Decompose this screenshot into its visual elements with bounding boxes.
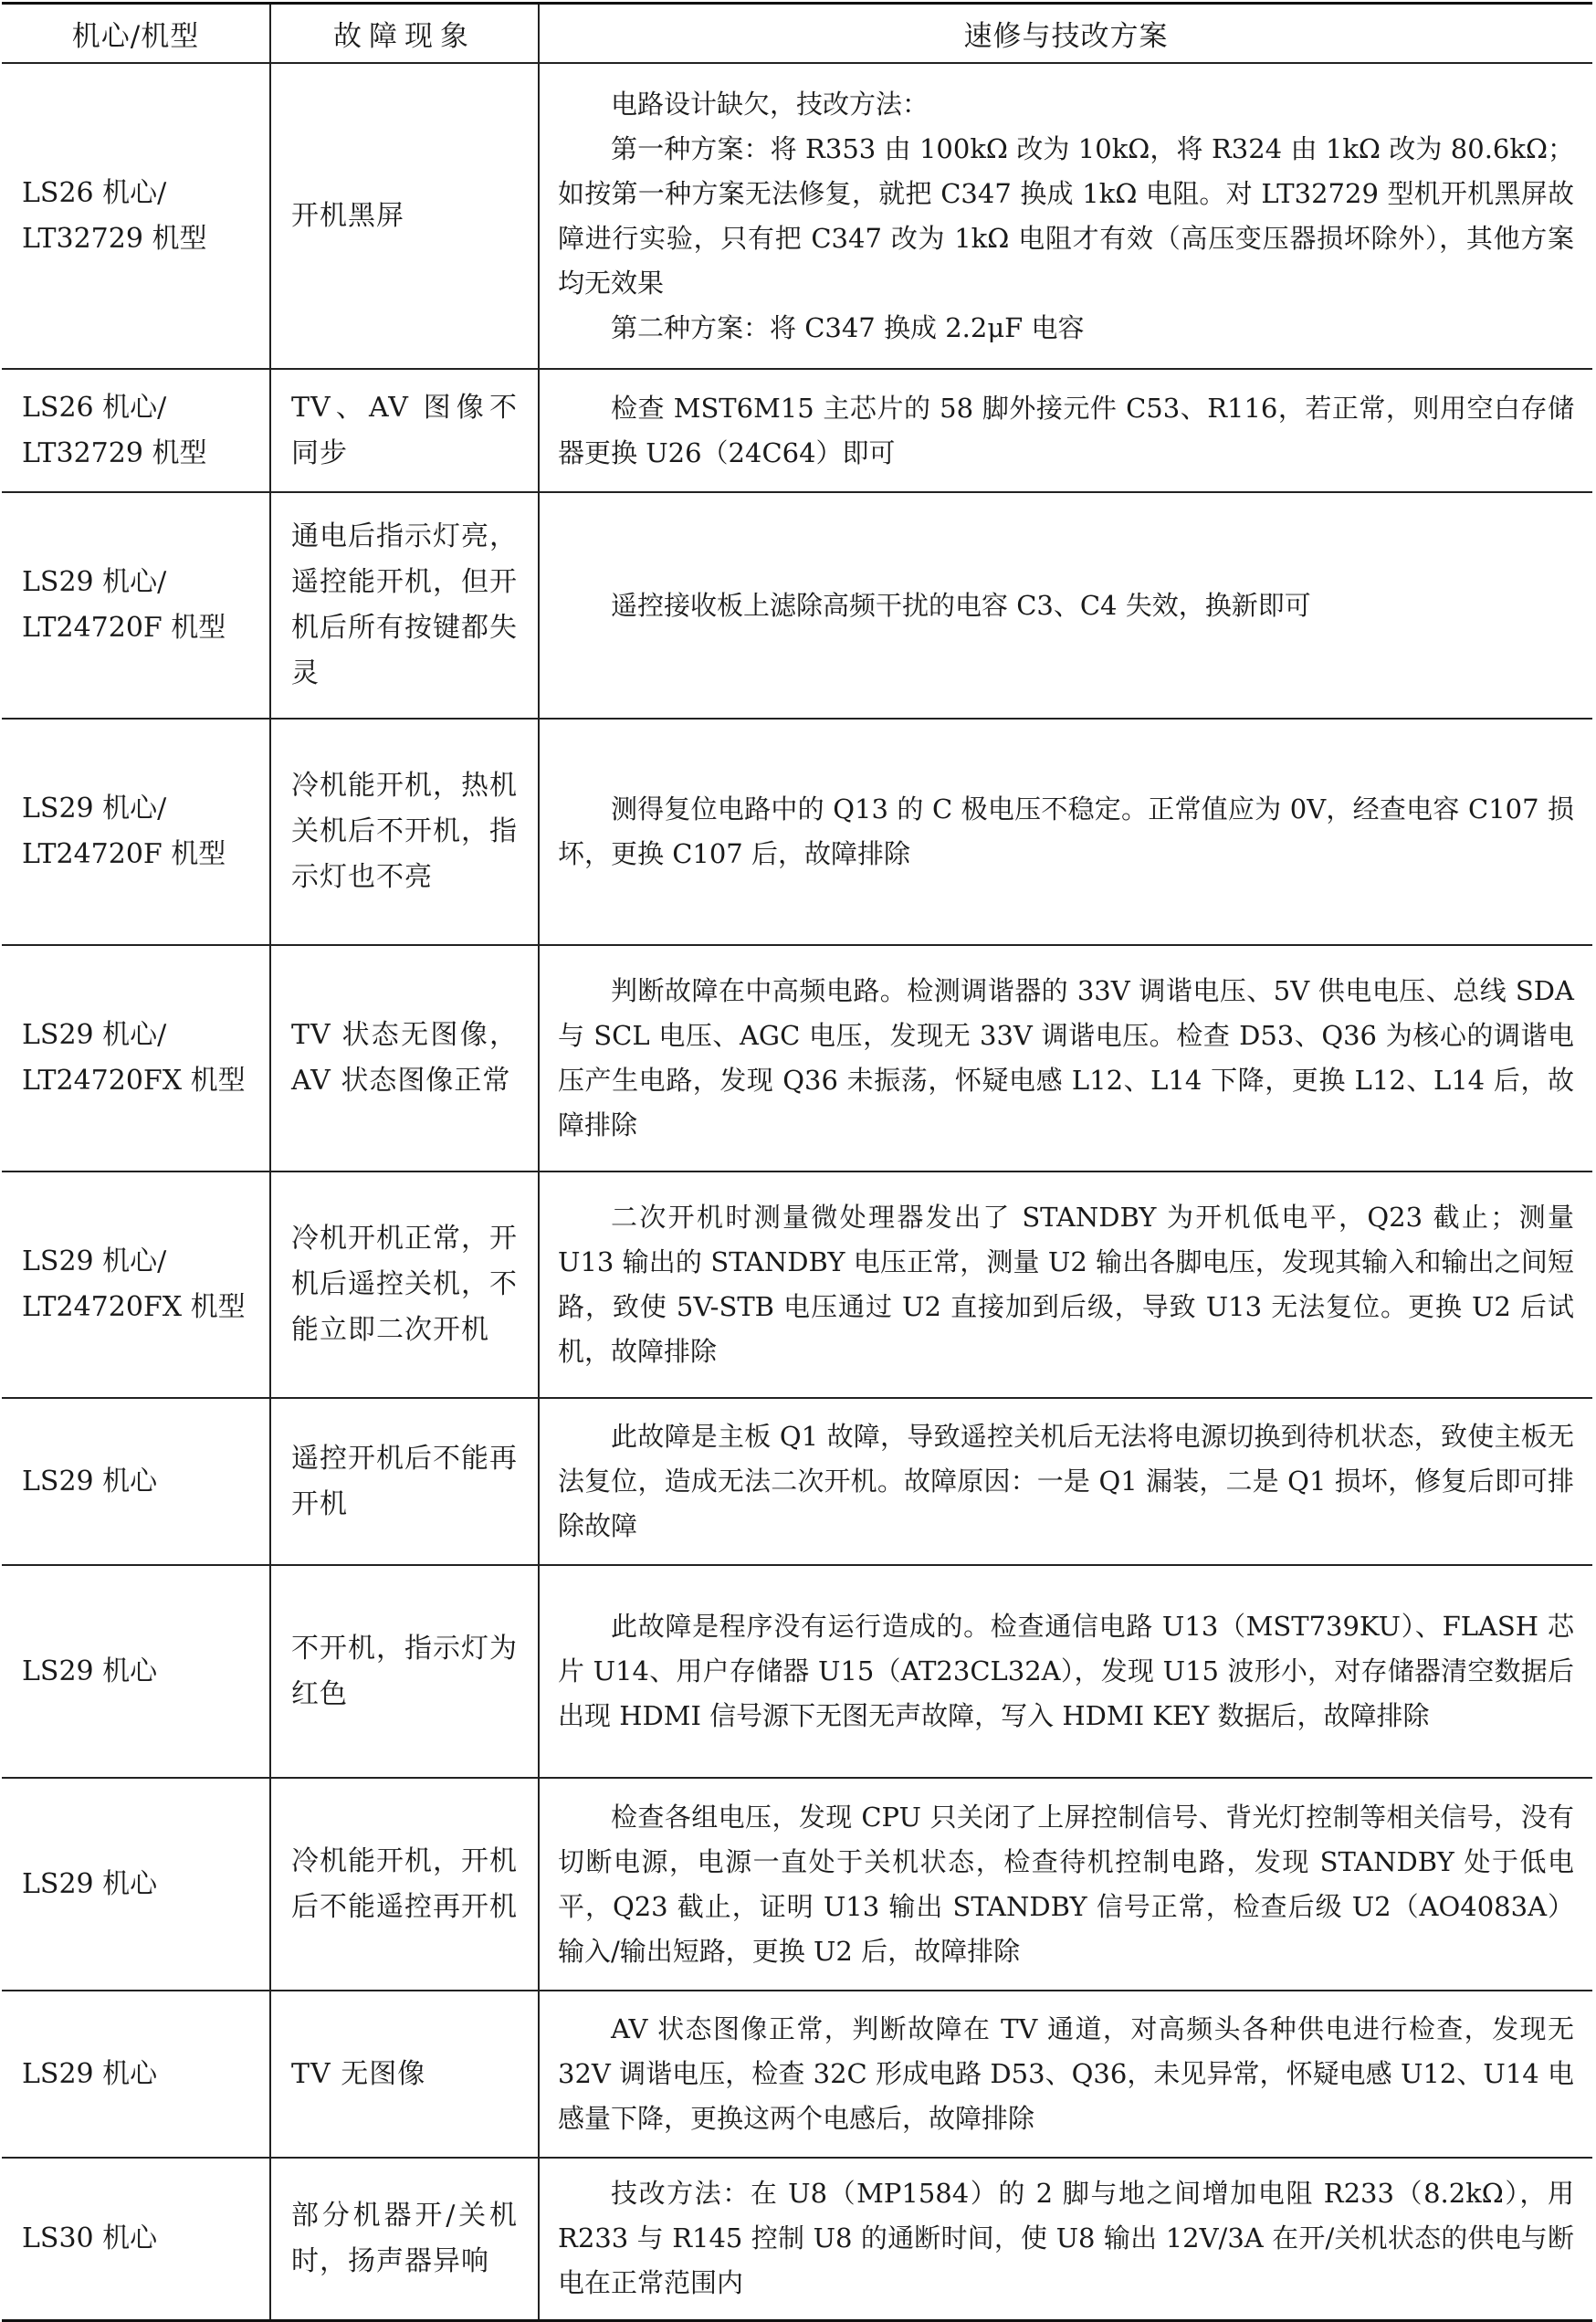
solution-line: 二次开机时测量微处理器发出了 STANDBY 为开机低电平，Q23 截止；测量 U13 输出的 STANDBY 电压正常，测量 U2 输出各脚电压，发现其输入和输出之间短路，致使 5V-STB 电压通过 U2 直接加到后级，导致 U13 无法复位。更换 U2 后试机，故障排除 bbox=[558, 1202, 1574, 1367]
phenomenon-cell: TV、AV 图像不同步 bbox=[270, 369, 539, 492]
model-cell: LS29 机心/ LT24720FX 机型 bbox=[2, 1172, 270, 1398]
phenomenon-cell: 冷机能开机，热机关机后不开机，指示灯也不亮 bbox=[270, 719, 539, 945]
solution-line: 第二种方案：将 C347 换成 2.2μF 电容 bbox=[611, 311, 1085, 343]
model-cell: LS29 机心/ LT24720F 机型 bbox=[2, 719, 270, 945]
table-row bbox=[2, 1991, 1592, 2158]
solution-cell bbox=[539, 1398, 1592, 1565]
phenomenon-cell: 冷机开机正常，开机后遥控关机，不能立即二次开机 bbox=[270, 1172, 539, 1398]
phenomenon-cell: 遥控开机后不能再开机 bbox=[270, 1398, 539, 1565]
header-solution: 速修与技改方案 bbox=[539, 4, 1592, 64]
header-model: 机心/机型 bbox=[2, 4, 270, 64]
table-row bbox=[2, 63, 1592, 369]
solution-line: 遥控接收板上滤除高频干扰的电容 C3、C4 失效，换新即可 bbox=[611, 589, 1311, 621]
header-row bbox=[2, 4, 1592, 64]
table-row bbox=[2, 719, 1592, 945]
solution-line: AV 状态图像正常，判断故障在 TV 通道，对高频头各种供电进行检查，发现无 32V 调谐电压，检查 32C 形成电路 D53、Q36，未见异常，怀疑电感 U12、U14 电感量下降，更换这两个电感后，故障排除 bbox=[558, 2013, 1574, 2134]
table-row bbox=[2, 2158, 1592, 2320]
solution-cell bbox=[539, 2158, 1592, 2320]
table-row bbox=[2, 369, 1592, 492]
solution-line: 检查 MST6M15 主芯片的 58 脚外接元件 C53、R116，若正常，则用空白存储器更换 U26（24C64）即可 bbox=[558, 392, 1574, 468]
table-row bbox=[2, 492, 1592, 719]
phenomenon-cell: 不开机，指示灯为红色 bbox=[270, 1565, 539, 1778]
phenomenon-cell: 开机黑屏 bbox=[270, 63, 539, 369]
model-cell: LS26 机心/ LT32729 机型 bbox=[2, 369, 270, 492]
model-cell: LS29 机心 bbox=[2, 1991, 270, 2158]
repair-table bbox=[2, 2, 1592, 2322]
solution-cell bbox=[539, 1991, 1592, 2158]
solution-line: 检查各组电压，发现 CPU 只关闭了上屏控制信号、背光灯控制等相关信号，没有切断电源，电源一直处于关机状态，检查待机控制电路，发现 STANDBY 处于低电平，Q23 截止，证明 U13 输出 STANDBY 信号正常，检查后级 U2（AO4083A）输入/输出短路，更换 U2 后，故障排除 bbox=[558, 1801, 1574, 1967]
solution-cell bbox=[539, 1778, 1592, 1991]
model-cell: LS30 机心 bbox=[2, 2158, 270, 2320]
phenomenon-cell: 通电后指示灯亮，遥控能开机，但开机后所有按键都失灵 bbox=[270, 492, 539, 719]
model-cell: LS29 机心/ LT24720F 机型 bbox=[2, 492, 270, 719]
table-row bbox=[2, 1565, 1592, 1778]
solution-cell bbox=[539, 719, 1592, 945]
model-cell: LS26 机心/ LT32729 机型 bbox=[2, 63, 270, 369]
solution-cell bbox=[539, 492, 1592, 719]
solution-cell bbox=[539, 1565, 1592, 1778]
solution-line: 此故障是主板 Q1 故障，导致遥控关机后无法将电源切换到待机状态，致使主板无法复位，造成无法二次开机。故障原因：一是 Q1 漏装，二是 Q1 损坏，修复后即可排除故障 bbox=[558, 1421, 1574, 1541]
solution-line: 技改方法：在 U8（MP1584）的 2 脚与地之间增加电阻 R233（8.2kΩ），用 R233 与 R145 控制 U8 的通断时间，使 U8 输出 12V/3A 在开/关机状态的供电与断电在正常范围内 bbox=[558, 2178, 1574, 2299]
table-row bbox=[2, 1778, 1592, 1991]
solution-line: 测得复位电路中的 Q13 的 C 极电压不稳定。正常值应为 0V，经查电容 C107 损坏，更换 C107 后，故障排除 bbox=[558, 793, 1574, 869]
table-row bbox=[2, 945, 1592, 1172]
table-row bbox=[2, 1172, 1592, 1398]
phenomenon-cell: TV 状态无图像，AV 状态图像正常 bbox=[270, 945, 539, 1172]
solution-cell bbox=[539, 63, 1592, 369]
model-cell: LS29 机心 bbox=[2, 1565, 270, 1778]
solution-line: 判断故障在中高频电路。检测调谐器的 33V 调谐电压、5V 供电电压、总线 SDA 与 SCL 电压、AGC 电压，发现无 33V 调谐电压。检查 D53、Q36 为核心的调谐电压产生电路，发现 Q36 未振荡，怀疑电感 L12、L14 下降，更换 L12、L14 后，故障排除 bbox=[558, 975, 1574, 1140]
solution-cell bbox=[539, 945, 1592, 1172]
solution-cell bbox=[539, 1172, 1592, 1398]
model-cell: LS29 机心 bbox=[2, 1398, 270, 1565]
phenomenon-cell: 冷机能开机，开机后不能遥控再开机 bbox=[270, 1778, 539, 1991]
solution-cell bbox=[539, 369, 1592, 492]
table-row bbox=[2, 1398, 1592, 1565]
header-phenomenon: 故障现象 bbox=[270, 4, 539, 64]
phenomenon-cell: TV 无图像 bbox=[270, 1991, 539, 2158]
solution-line: 第一种方案：将 R353 由 100kΩ 改为 10kΩ，将 R324 由 1kΩ 改为 80.6kΩ；如按第一种方案无法修复，就把 C347 换成 1kΩ 电阻。对 LT32729 型机开机黑屏故障进行实验，只有把 C347 改为 1kΩ 电阻才有效（高压变压器损坏除外），其他方案均无效果 bbox=[558, 132, 1574, 299]
solution-line: 此故障是程序没有运行造成的。检查通信电路 U13（MST739KU）、FLASH 芯片 U14、用户存储器 U15（AT23CL32A），发现 U15 波形小，对存储器清空数据后出现 HDMI 信号源下无图无声故障，写入 HDMI KEY 数据后，故障排除 bbox=[558, 1611, 1574, 1731]
solution-line: 电路设计缺欠，技改方法： bbox=[611, 88, 929, 120]
model-cell: LS29 机心/ LT24720FX 机型 bbox=[2, 945, 270, 1172]
phenomenon-cell: 部分机器开/关机时，扬声器异响 bbox=[270, 2158, 539, 2320]
model-cell: LS29 机心 bbox=[2, 1778, 270, 1991]
